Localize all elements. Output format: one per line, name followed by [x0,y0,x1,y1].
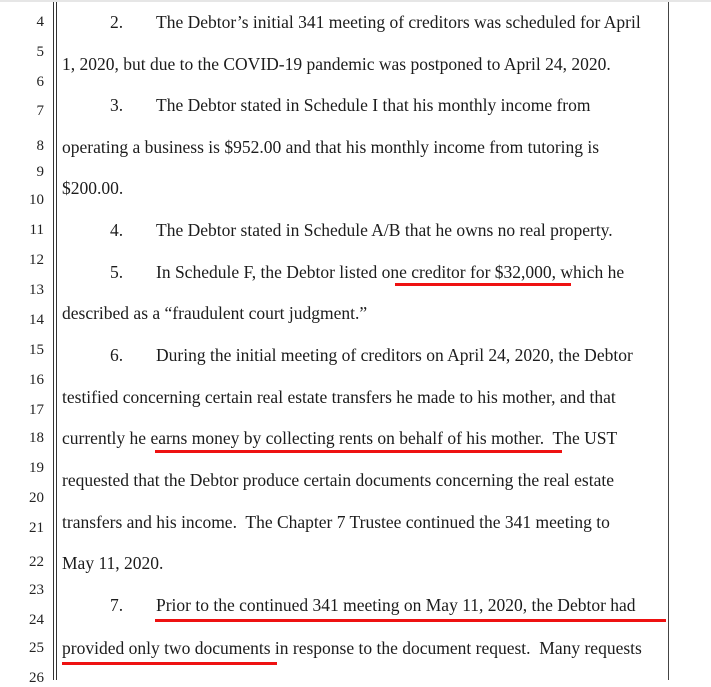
line-number: 13 [29,282,44,298]
line-number: 26 [29,670,44,686]
highlighted-text: Prior to the continued 341 meeting on May 11, 2020, the Debtor had [156,595,636,615]
paragraph-number: 7. [110,595,124,615]
red-underline-annotation [155,450,562,453]
line-number: 9 [36,164,44,180]
text: , which he [551,262,625,282]
red-underline-annotation [62,662,277,665]
line-number: 22 [29,554,44,570]
paragraph-6-line [110,344,633,366]
text: The Debtor stated in Schedule I that his monthly income from [156,95,591,115]
paragraph-number: 5. [110,262,124,282]
line-number: 10 [29,192,44,208]
line-number: 24 [29,612,44,628]
text: The Debtor’s initial 341 meeting of creditors was scheduled for April [156,12,641,32]
red-underline-annotation [155,619,666,622]
text: currently he [62,428,151,448]
paragraph-3-line: $200.00. [62,178,124,198]
left-margin-rule [56,2,57,680]
line-number: 25 [29,640,44,656]
paragraph-5-line: described as a “fraudulent court judgment.” [62,303,368,323]
line-number: 21 [29,520,44,536]
paragraph-3-line: operating a business is $952.00 and that his monthly income from tutoring is [62,137,600,157]
text: During the initial meeting of creditors on April 24, 2020, the Debtor [156,345,633,365]
line-number: 6 [36,74,44,90]
line-number: 4 [36,14,44,30]
paragraph-6-line [62,427,617,449]
highlighted-text: earns money by collecting rents on behalf of his mother. [150,428,545,448]
line-number: 18 [29,430,44,446]
text: in response to the document request. Many requests [270,638,642,658]
paragraph-number: 4. [110,220,124,240]
highlighted-text: provided only two documents [62,638,271,658]
paragraph-number: 3. [110,95,124,115]
line-number: 20 [29,490,44,506]
line-number: 16 [29,372,44,388]
paragraph-2-line [110,11,641,33]
left-margin-rule [53,2,54,680]
page-top-edge [0,0,711,2]
paragraph-7-line [62,637,642,659]
paragraph-3-line [110,94,590,116]
paragraph-7-line [110,594,636,616]
paragraph-2-line: 1, 2020, but due to the COVID-19 pandemic was postponed to April 24, 2020. [62,54,611,74]
paragraph-6-line: requested that the Debtor produce certain documents concerning the real estate [62,470,614,490]
paragraph-4-line [110,219,613,241]
line-number: 17 [29,402,44,418]
line-number: 15 [29,342,44,358]
text: In Schedule F, the Debtor listed [156,262,382,282]
paragraph-6-line: transfers and his income. The Chapter 7 Trustee continued the 341 meeting to [62,512,610,532]
text: The UST [544,428,618,448]
line-number: 5 [36,44,44,60]
paragraph-number: 2. [110,12,124,32]
text: The Debtor stated in Schedule A/B that he owns no real property. [156,220,613,240]
paragraph-6-line: testified concerning certain real estate transfers he made to his mother, and that [62,387,616,407]
highlighted-text: one creditor for $32,000 [381,262,552,282]
line-number: 8 [36,138,44,154]
paragraph-number: 6. [110,345,124,365]
line-number: 14 [29,312,44,328]
line-number: 23 [29,582,44,598]
line-number: 19 [29,460,44,476]
paragraph-5-line [110,261,624,283]
line-number: 7 [36,103,44,119]
paragraph-6-line: May 11, 2020. [62,553,164,573]
right-margin-rule [668,2,669,680]
line-number: 11 [29,222,44,238]
red-underline-annotation [395,283,571,286]
line-number: 12 [29,252,44,268]
